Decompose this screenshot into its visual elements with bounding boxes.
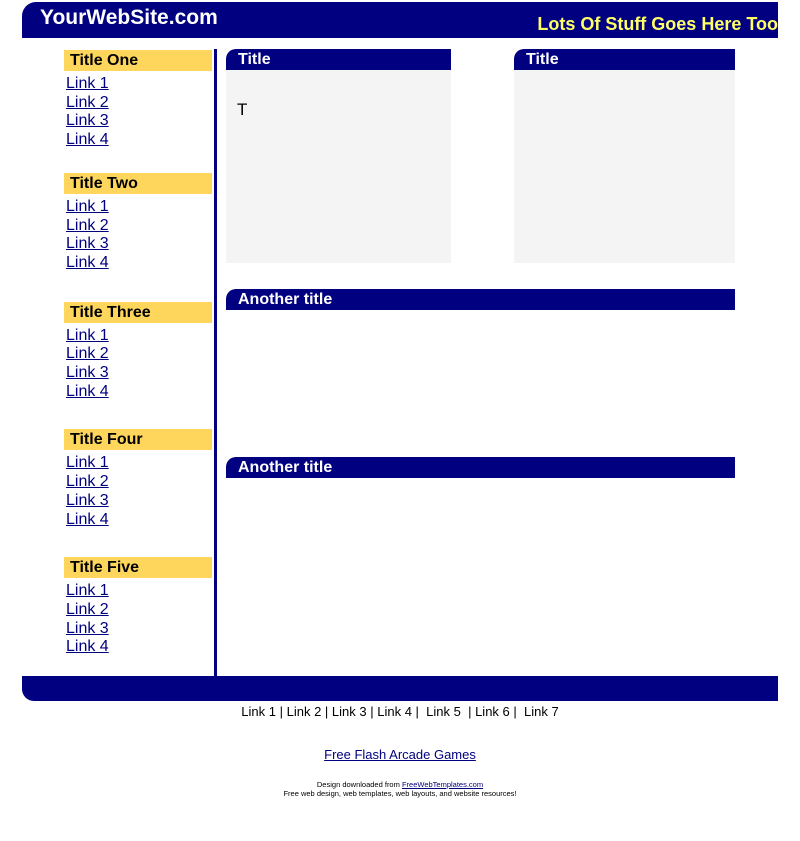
- sidebar-link[interactable]: Link 2: [66, 216, 109, 234]
- sidebar-link[interactable]: Link 1: [66, 75, 109, 92]
- footer-separator: |: [276, 704, 287, 719]
- sidebar-links: [64, 454, 214, 529]
- sidebar-link[interactable]: Link 4: [66, 253, 109, 271]
- sidebar-section-2: [64, 173, 214, 273]
- sidebar-link[interactable]: Link 2: [66, 345, 109, 363]
- sidebar-section-5: [64, 557, 214, 657]
- sidebar-links: [64, 327, 214, 402]
- sidebar-title: Title Two: [64, 173, 212, 194]
- credit-link[interactable]: FreeWebTemplates.com: [401, 780, 484, 789]
- sidebar-links: [64, 582, 214, 657]
- sidebar-link[interactable]: Link 2: [66, 93, 109, 111]
- sidebar-link[interactable]: Link 3: [66, 619, 109, 637]
- footer-bar: [22, 676, 778, 701]
- footer-separator: |: [366, 704, 378, 719]
- sidebar-links: [64, 75, 214, 150]
- content-box-right-title: Title: [514, 49, 735, 70]
- sidebar-link[interactable]: Link 1: [66, 454, 109, 472]
- sidebar-link[interactable]: Link 2: [66, 473, 109, 491]
- footer-separator: |: [411, 704, 427, 719]
- sidebar-section-3: [64, 302, 214, 402]
- sidebar-section-4: [64, 429, 214, 529]
- sidebar-links: [64, 198, 214, 273]
- header-bar: [22, 2, 778, 38]
- footer-separator: |: [460, 704, 476, 719]
- content-box-left-body: [226, 70, 451, 263]
- arcade-link[interactable]: Free Flash Arcade Games: [324, 747, 476, 762]
- sidebar-link[interactable]: Link 4: [66, 131, 109, 149]
- sidebar: [64, 50, 214, 677]
- footer-link[interactable]: Link 5: [426, 704, 461, 719]
- credit-line-1: [0, 780, 800, 789]
- sidebar-divider: [214, 49, 217, 676]
- sidebar-link[interactable]: Link 2: [66, 600, 109, 618]
- sidebar-link[interactable]: Link 3: [66, 364, 109, 382]
- sidebar-link[interactable]: Link 1: [66, 326, 109, 344]
- footer-nav: [0, 704, 800, 719]
- credit-line-2: Free web design, web templates, web layouts, and website resources!: [283, 789, 517, 798]
- credit-prefix: Design downloaded from: [316, 780, 402, 789]
- section-title-2: Another title: [226, 457, 735, 478]
- credit: [0, 780, 800, 798]
- footer-separator: |: [321, 704, 332, 719]
- content-box-left-text: T: [237, 100, 248, 119]
- section-title-1: Another title: [226, 289, 735, 310]
- site-title[interactable]: YourWebSite.com: [40, 6, 218, 29]
- content-box-left-title: Title: [226, 49, 451, 70]
- footer-link[interactable]: Link 7: [524, 704, 559, 719]
- sidebar-title: Title Five: [64, 557, 212, 578]
- footer-link[interactable]: Link 1: [241, 704, 276, 719]
- sidebar-link[interactable]: Link 1: [66, 582, 109, 600]
- sidebar-title: Title One: [64, 50, 212, 71]
- arcade-link-row: [0, 747, 800, 762]
- footer-link[interactable]: Link 6: [475, 704, 510, 719]
- sidebar-link[interactable]: Link 4: [66, 510, 109, 528]
- content-box-right-body: [514, 70, 735, 263]
- header-tagline: Lots Of Stuff Goes Here Too: [537, 14, 778, 34]
- footer-link[interactable]: Link 2: [286, 704, 322, 719]
- sidebar-link[interactable]: Link 3: [66, 112, 109, 130]
- sidebar-section-1: [64, 50, 214, 150]
- sidebar-title: Title Three: [64, 302, 212, 323]
- sidebar-title: Title Four: [64, 429, 212, 450]
- footer-link[interactable]: Link 4: [377, 704, 412, 719]
- sidebar-link[interactable]: Link 3: [66, 235, 109, 253]
- sidebar-link[interactable]: Link 4: [66, 638, 109, 656]
- sidebar-link[interactable]: Link 3: [66, 491, 109, 509]
- footer-link[interactable]: Link 3: [331, 704, 367, 719]
- footer-separator: |: [509, 704, 524, 719]
- sidebar-link[interactable]: Link 1: [66, 197, 109, 215]
- sidebar-link[interactable]: Link 4: [66, 382, 109, 400]
